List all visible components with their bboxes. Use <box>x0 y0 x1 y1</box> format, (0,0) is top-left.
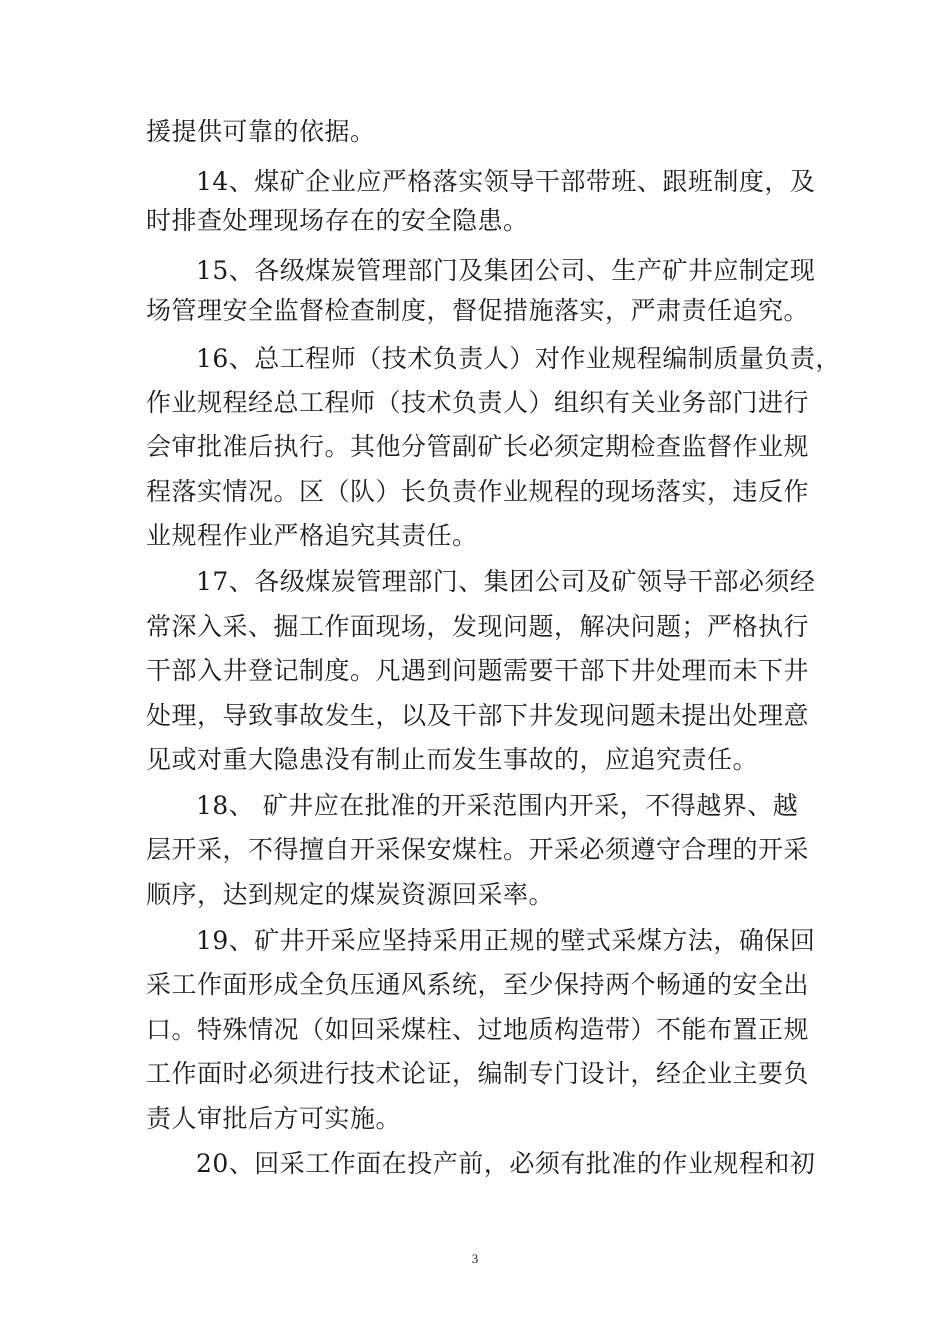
paragraph-15-line-2: 场管理安全监督检查制度，督促措施落实，严肃责任追究。 <box>146 296 810 325</box>
paragraph-18-line-2: 层开采，不得擅自开采保安煤柱。开采必须遵守合理的开采 <box>146 835 810 864</box>
paragraph-17-line-1: 17、各级煤炭管理部门、集团公司及矿领导干部必须经 <box>196 567 816 596</box>
paragraph-15-line-1: 15、各级煤炭管理部门及集团公司、生产矿井应制定现 <box>196 256 816 285</box>
paragraph-20-line-1: 20、回采工作面在投产前，必须有批准的作业规程和初 <box>196 1149 816 1178</box>
paragraph-17-line-2: 常深入采、掘工作面现场，发现问题，解决问题；严格执行 <box>146 612 810 641</box>
paragraph-16-line-2: 作业规程经总工程师（技术负责人）组织有关业务部门进行 <box>146 388 810 417</box>
page-number: 3 <box>471 1251 479 1266</box>
paragraph-16-line-5: 业规程作业严格追究其责任。 <box>146 521 478 550</box>
paragraph-19-line-4: 工作面时必须进行技术论证，编制专门设计，经企业主要负 <box>146 1059 810 1088</box>
paragraph-19-line-1: 19、矿井开采应坚持采用正规的壁式采煤方法，确保回 <box>196 926 816 955</box>
paragraph-16-line-1: 16、总工程师（技术负责人）对作业规程编制质量负责， <box>196 344 841 373</box>
paragraph-16-line-3: 会审批准后执行。其他分管副矿长必须定期检查监督作业规 <box>146 432 810 461</box>
paragraph-17-line-5: 见或对重大隐患没有制止而发生事故的，应追究责任。 <box>146 745 759 774</box>
paragraph-19-line-2: 采工作面形成全负压通风系统，至少保持两个畅通的安全出 <box>146 970 810 999</box>
paragraph-18-line-3: 顺序，达到规定的煤炭资源回采率。 <box>146 880 555 909</box>
paragraph-16-line-4: 程落实情况。区（队）长负责作业规程的现场落实，违反作 <box>146 477 810 506</box>
paragraph-19-line-5: 责人审批后方可实施。 <box>146 1104 402 1133</box>
paragraph-14-line-2: 时排查处理现场存在的安全隐患。 <box>146 206 529 235</box>
paragraph-17-line-3: 干部入井登记制度。凡遇到问题需要干部下井处理而未下井 <box>146 656 810 685</box>
paragraph-19-line-3: 口。特殊情况（如回采煤柱、过地质构造带）不能布置正规 <box>146 1015 810 1044</box>
paragraph-14-line-1: 14、煤矿企业应严格落实领导干部带班、跟班制度，及 <box>196 167 816 196</box>
paragraph-13-line-2: 援提供可靠的依据。 <box>146 117 376 146</box>
paragraph-17-line-4: 处理，导致事故发生，以及干部下井发现问题未提出处理意 <box>146 701 810 730</box>
paragraph-18-line-1: 18、 矿井应在批准的开采范围内开采，不得越界、越 <box>196 791 799 820</box>
